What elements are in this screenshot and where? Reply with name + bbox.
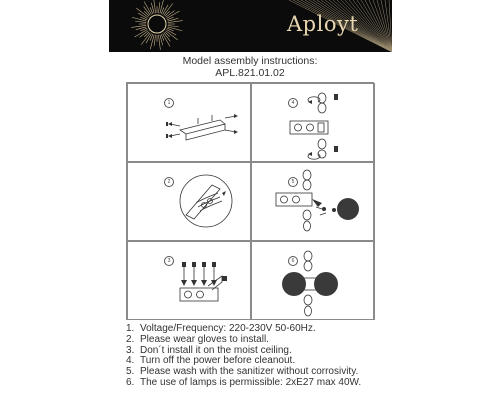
finished-lamp-drawing bbox=[252, 242, 376, 321]
assembly-diagram bbox=[126, 82, 374, 320]
step-number: 2 bbox=[164, 177, 174, 187]
model-number: APL.821.01.02 bbox=[215, 67, 285, 79]
step-2-panel bbox=[127, 162, 251, 241]
document-title: Model assembly instructions: bbox=[182, 55, 318, 67]
list-item: 4. Turn off the power before cleanout. bbox=[126, 355, 296, 367]
step-4-panel bbox=[251, 83, 375, 162]
list-item: 5. Please wash with the sanitizer without corrosivity. bbox=[126, 366, 359, 378]
step-number: 5 bbox=[288, 177, 298, 187]
wiring-drawing bbox=[128, 163, 252, 242]
list-item: 1. Voltage/Frequency: 220-230V 50-60Hz. bbox=[126, 323, 316, 334]
step-number: 4 bbox=[288, 98, 298, 108]
step-5-panel bbox=[251, 162, 375, 241]
lamp-assembly-drawing bbox=[252, 84, 376, 163]
step-number: 1 bbox=[164, 98, 174, 108]
step-6-panel bbox=[251, 241, 375, 320]
list-item: 2. Please wear gloves to install. bbox=[126, 333, 269, 345]
step-3-panel bbox=[127, 241, 251, 320]
list-item: 6. The use of lamps is permissible: 2xE27 max 40W. bbox=[126, 376, 362, 388]
safety-notes-list bbox=[126, 324, 361, 389]
list-item: 3. Don´t install it on the moist ceiling. bbox=[126, 344, 292, 356]
shade-install-drawing bbox=[252, 163, 376, 242]
brand-name: Aployt bbox=[287, 12, 359, 36]
step-number: 6 bbox=[288, 256, 298, 266]
header-banner bbox=[109, 0, 392, 52]
bracket-drawing bbox=[128, 84, 252, 163]
wall-fixing-drawing bbox=[128, 242, 252, 321]
step-number: 3 bbox=[164, 256, 174, 266]
step-1-panel bbox=[127, 83, 251, 162]
